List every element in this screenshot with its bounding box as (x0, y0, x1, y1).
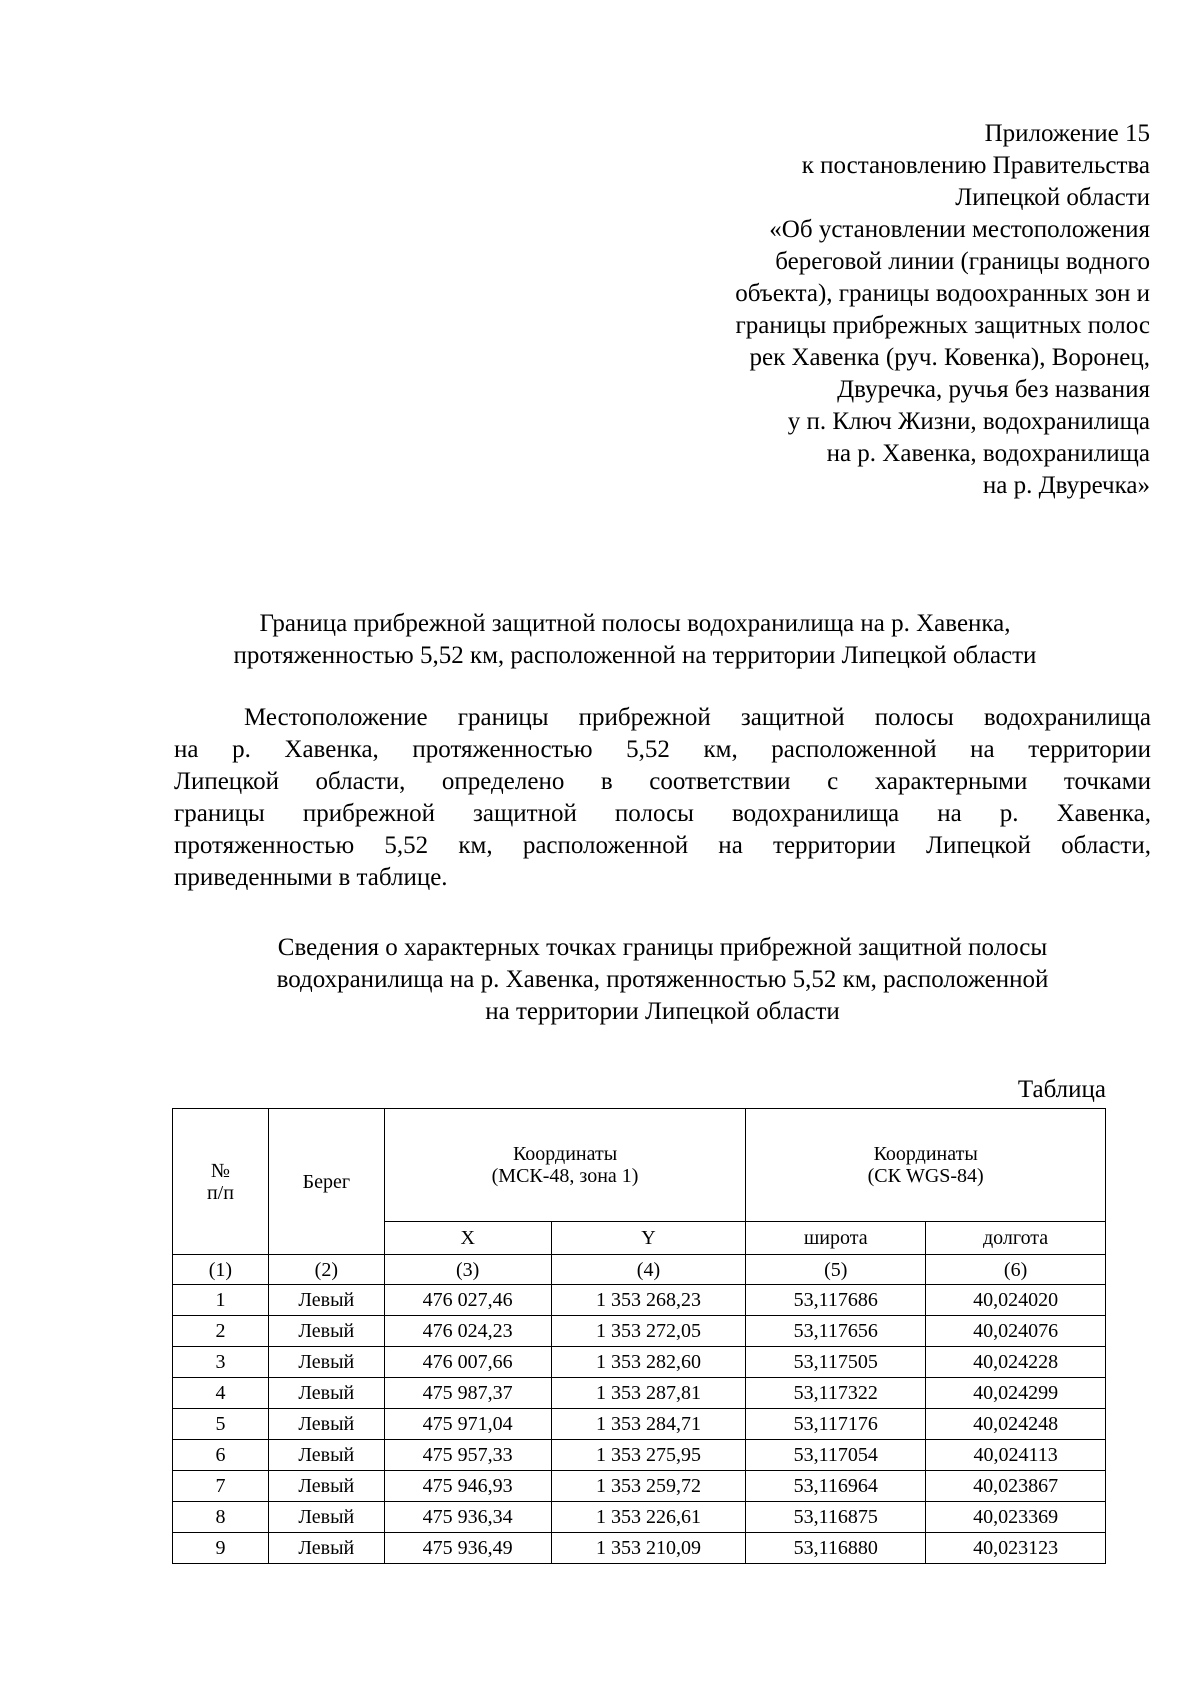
cell-num: 1 (173, 1285, 269, 1316)
appendix-line: объекта), границы водоохранных зон и (735, 280, 1150, 307)
appendix-line: Липецкой области (955, 184, 1150, 211)
cell-y: 1 353 284,71 (551, 1409, 746, 1440)
cell-y: 1 353 226,61 (551, 1502, 746, 1533)
table-row (173, 1533, 1106, 1564)
cell-bank: Левый (268, 1409, 384, 1440)
cell-lat: 53,117054 (746, 1440, 926, 1471)
cell-x: 475 936,49 (384, 1533, 551, 1564)
paragraph-line: на р. Хавенка, протяженностью 5,52 км, расположенной на территории (174, 736, 1151, 763)
caption-line: на территории Липецкой области (485, 998, 840, 1025)
caption-line: водохранилища на р. Хавенка, протяженностью 5,52 км, расположенной (276, 966, 1049, 993)
cell-lat: 53,117656 (746, 1316, 926, 1347)
cell-x: 475 971,04 (384, 1409, 551, 1440)
cell-num: 2 (173, 1316, 269, 1347)
cell-x: 475 946,93 (384, 1471, 551, 1502)
cell-num: 3 (173, 1347, 269, 1378)
cell-lat: 53,117686 (746, 1285, 926, 1316)
header-bank: Берег (268, 1109, 384, 1255)
cell-lon: 40,024248 (926, 1409, 1106, 1440)
header-msk (384, 1109, 746, 1222)
table-row (173, 1316, 1106, 1347)
table-row (173, 1409, 1106, 1440)
cell-lat: 53,117505 (746, 1347, 926, 1378)
cell-bank: Левый (268, 1285, 384, 1316)
cell-x: 475 936,34 (384, 1502, 551, 1533)
cell-num: 4 (173, 1378, 269, 1409)
cell-lat: 53,116875 (746, 1502, 926, 1533)
appendix-line: рек Хавенка (руч. Ковенка), Воронец, (749, 344, 1150, 371)
appendix-line: к постановлению Правительства (801, 152, 1150, 179)
cell-lon: 40,024299 (926, 1378, 1106, 1409)
cell-bank: Левый (268, 1502, 384, 1533)
cell-lon: 40,024020 (926, 1285, 1106, 1316)
header-msk-line1: Координаты (512, 1143, 618, 1165)
column-number: (2) (268, 1255, 384, 1285)
caption-line: Сведения о характерных точках границы прибрежной защитной полосы (277, 934, 1048, 961)
cell-lon: 40,024228 (926, 1347, 1106, 1378)
cell-bank: Левый (268, 1533, 384, 1564)
cell-y: 1 353 272,05 (551, 1316, 746, 1347)
appendix-line: Приложение 15 (984, 120, 1150, 147)
header-wgs-line1: Координаты (873, 1143, 978, 1165)
cell-y: 1 353 259,72 (551, 1471, 746, 1502)
appendix-header (590, 118, 1150, 502)
appendix-line: береговой линии (границы водного (775, 248, 1150, 275)
cell-y: 1 353 210,09 (551, 1533, 746, 1564)
coordinates-table (172, 1108, 1106, 1564)
appendix-line: на р. Двуречка» (982, 472, 1150, 499)
title-line: протяженностью 5,52 км, расположенной на территории Липецкой области (233, 642, 1037, 669)
appendix-line: границы прибрежных защитных полос (735, 312, 1150, 339)
cell-x: 476 027,46 (384, 1285, 551, 1316)
header-msk-line2: (МСК-48, зона 1) (491, 1165, 639, 1187)
cell-num: 6 (173, 1440, 269, 1471)
header-lon: долгота (926, 1222, 1106, 1255)
cell-x: 475 957,33 (384, 1440, 551, 1471)
table-row (173, 1502, 1106, 1533)
appendix-line: у п. Ключ Жизни, водохранилища (787, 408, 1150, 435)
header-num-line2: п/п (206, 1181, 234, 1204)
appendix-line: «Об установлении местоположения (769, 216, 1150, 243)
body-paragraph (174, 702, 1151, 894)
header-y: Y (551, 1222, 746, 1255)
column-number: (3) (384, 1255, 551, 1285)
appendix-line: Двуречка, ручья без названия (837, 376, 1150, 403)
cell-lon: 40,023123 (926, 1533, 1106, 1564)
cell-x: 475 987,37 (384, 1378, 551, 1409)
title-line: Граница прибрежной защитной полосы водохранилища на р. Хавенка, (259, 610, 1011, 637)
cell-y: 1 353 275,95 (551, 1440, 746, 1471)
paragraph-line: Липецкой области, определено в соответствии с характерными точками (174, 768, 1151, 795)
table-row (173, 1285, 1106, 1316)
header-wgs (746, 1109, 1106, 1222)
header-row (173, 1109, 1106, 1222)
table-row (173, 1471, 1106, 1502)
cell-lat: 53,116880 (746, 1533, 926, 1564)
cell-num: 5 (173, 1409, 269, 1440)
column-number: (6) (926, 1255, 1106, 1285)
table-label: Таблица (1017, 1076, 1106, 1103)
cell-x: 476 007,66 (384, 1347, 551, 1378)
cell-lon: 40,024113 (926, 1440, 1106, 1471)
table-caption (174, 932, 1151, 1028)
column-number: (4) (551, 1255, 746, 1285)
document-title (160, 608, 1110, 672)
table-row (173, 1378, 1106, 1409)
cell-bank: Левый (268, 1347, 384, 1378)
cell-lon: 40,023867 (926, 1471, 1106, 1502)
cell-y: 1 353 282,60 (551, 1347, 746, 1378)
header-num-line1: № (210, 1159, 230, 1182)
cell-bank: Левый (268, 1316, 384, 1347)
paragraph-line: протяженностью 5,52 км, расположенной на территории Липецкой области, (174, 832, 1151, 859)
paragraph-line: Местоположение границы прибрежной защитной полосы водохранилища (244, 704, 1151, 731)
cell-y: 1 353 268,23 (551, 1285, 746, 1316)
cell-num: 7 (173, 1471, 269, 1502)
cell-y: 1 353 287,81 (551, 1378, 746, 1409)
appendix-line: на р. Хавенка, водохранилища (826, 440, 1150, 467)
cell-num: 9 (173, 1533, 269, 1564)
header-num (173, 1109, 269, 1255)
header-lat: широта (746, 1222, 926, 1255)
cell-lat: 53,117322 (746, 1378, 926, 1409)
column-number: (5) (746, 1255, 926, 1285)
cell-bank: Левый (268, 1471, 384, 1502)
column-number: (1) (173, 1255, 269, 1285)
cell-lon: 40,023369 (926, 1502, 1106, 1533)
table-body (173, 1285, 1106, 1564)
cell-num: 8 (173, 1502, 269, 1533)
header-wgs-line2: (СК WGS-84) (867, 1165, 984, 1187)
cell-lon: 40,024076 (926, 1316, 1106, 1347)
cell-bank: Левый (268, 1440, 384, 1471)
paragraph-line: приведенными в таблице. (174, 864, 448, 891)
cell-x: 476 024,23 (384, 1316, 551, 1347)
table-row (173, 1440, 1106, 1471)
cell-bank: Левый (268, 1378, 384, 1409)
column-number-row (173, 1255, 1106, 1285)
paragraph-line: границы прибрежной защитной полосы водохранилища на р. Хавенка, (174, 800, 1151, 827)
table-row (173, 1347, 1106, 1378)
header-x: X (384, 1222, 551, 1255)
cell-lat: 53,116964 (746, 1471, 926, 1502)
cell-lat: 53,117176 (746, 1409, 926, 1440)
